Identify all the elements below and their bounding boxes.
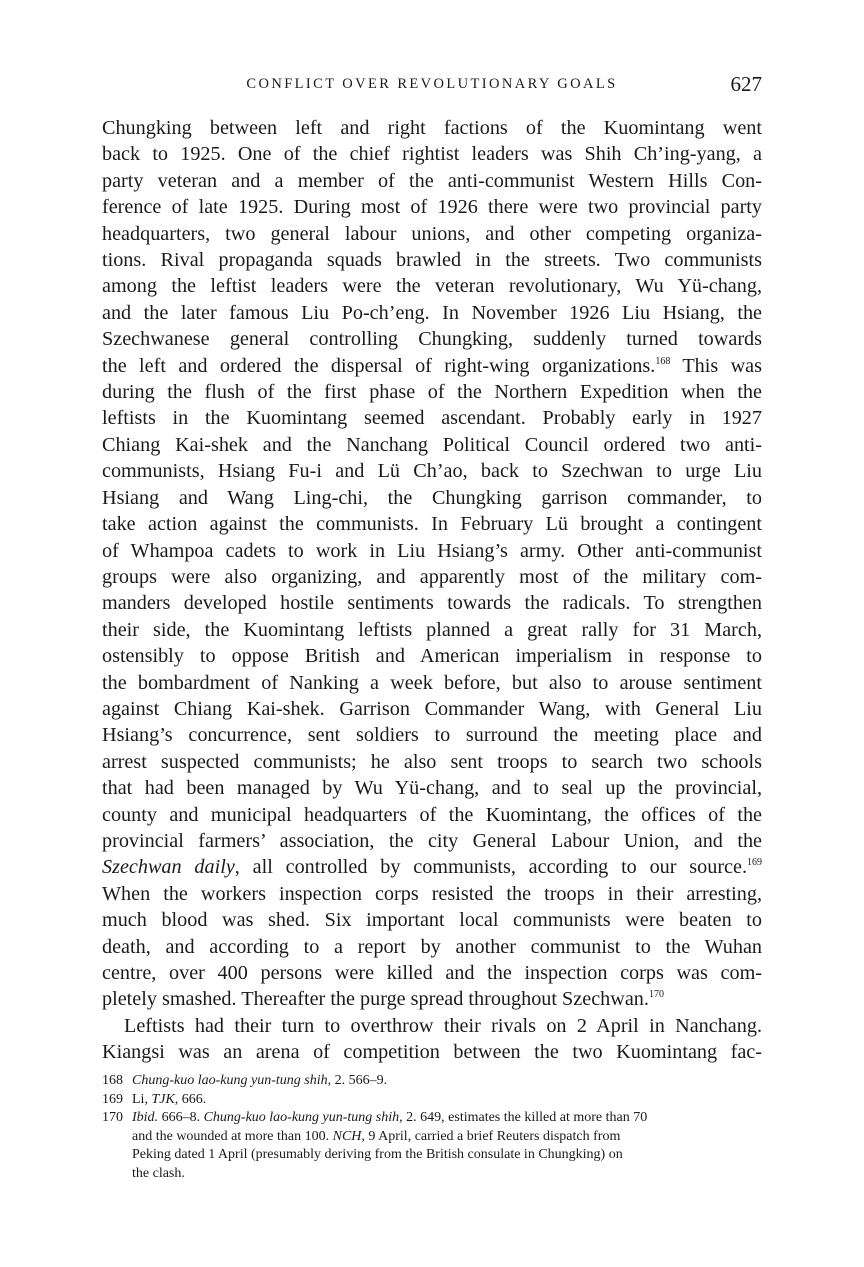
- footnote-text: , 2. 566–9.: [327, 1073, 388, 1088]
- footnote-source-title: TJK: [151, 1091, 175, 1107]
- text-line: centre, over 400 persons were killed and the inspection corps was com-: [102, 962, 762, 984]
- text-line: death, and according to a report by another communist to the Wuhan: [102, 935, 762, 958]
- text-line: Szechwanese general controlling Chungking, suddenly turned towards: [102, 328, 762, 351]
- text-line: [102, 353, 762, 379]
- text-line: When the workers inspection corps resisted the troops in their arresting,: [102, 882, 762, 905]
- text-line: Hsiang and Wang Ling-chi, the Chungking garrison commander, to: [102, 486, 762, 509]
- text-line: that had been managed by Wu Yü-chang, and to seal up the provincial,: [102, 777, 762, 800]
- footnote-text: Li,: [132, 1091, 152, 1107]
- paragraph: [102, 115, 762, 1013]
- running-head: [102, 72, 762, 100]
- footnote-number: 168: [102, 1073, 123, 1088]
- text-span: , all controlled by communists, according to our source.: [234, 856, 748, 879]
- text-line: Kiangsi was an arena of competition between the two Kuomintang fac-: [102, 1041, 762, 1064]
- text-line: the bombardment of Nanking a week before, but also to arouse sentiment: [102, 671, 762, 694]
- footnote-text: and the wounded at more than 100.: [132, 1128, 333, 1144]
- footnote-source-title: Chung-kuo lao-kung yun-tung shih: [203, 1110, 400, 1125]
- footnote-170: [102, 1109, 762, 1183]
- text-line: headquarters, two general labour unions, and other competing organiza-: [102, 222, 762, 245]
- newspaper-title: Szechwan daily: [102, 856, 235, 879]
- footnote-line: Peking dated 1 April (presumably deriving from the British consulate in Chungking) on: [132, 1147, 623, 1162]
- text-line: manders developed hostile sentiments towards the radicals. To strengthen: [102, 592, 762, 615]
- paragraph: [102, 1013, 762, 1066]
- text-line: Leftists had their turn to overthrow their rivals on 2 April in Nanchang.: [124, 1014, 762, 1037]
- footnote-ref-168[interactable]: 168: [655, 355, 671, 367]
- text-line: of Whampoa cadets to work in Liu Hsiang’s army. Other anti-communist: [102, 539, 762, 562]
- footnote-text: , 2. 649, estimates the killed at more than 70: [399, 1110, 648, 1125]
- text-line: among the leftist leaders were the veteran revolutionary, Wu Yü-chang,: [102, 275, 762, 298]
- text-line: during the flush of the first phase of the Northern Expedition when the: [102, 381, 762, 404]
- text-line: against Chiang Kai-shek. Garrison Commander Wang, with General Liu: [102, 697, 762, 720]
- page-number: 627: [730, 72, 762, 96]
- footnote-line: [132, 1128, 762, 1147]
- text-line: and the later famous Liu Po-ch’eng. In November 1926 Liu Hsiang, the: [102, 301, 762, 324]
- footnote-number: 169: [102, 1091, 123, 1107]
- footnote-ref-170[interactable]: 170: [648, 989, 664, 1001]
- footnote-line: [132, 1109, 762, 1128]
- text-line: take action against the communists. In February Lü brought a contingent: [102, 513, 762, 536]
- footnote-text: , 9 April, carried a brief Reuters dispatch from: [361, 1128, 621, 1144]
- text-line: tions. Rival propaganda squads brawled in the streets. Two communists: [102, 249, 762, 272]
- footnote-source-title: Chung-kuo lao-kung yun-tung shih: [132, 1073, 328, 1088]
- text-line: arrest suspected communists; he also sent troops to search two schools: [102, 750, 762, 773]
- text-line: ostensibly to oppose British and American imperialism in response to: [102, 645, 762, 668]
- text-span: This was: [670, 354, 762, 377]
- text-span: pletely smashed. Thereafter the purge spread throughout Szechwan.: [102, 988, 649, 1011]
- text-line: back to 1925. One of the chief rightist leaders was Shih Ch’ing-yang, a: [102, 143, 762, 166]
- text-line: their side, the Kuomintang leftists planned a great rally for 31 March,: [102, 618, 762, 641]
- running-title: CONFLICT OVER REVOLUTIONARY GOALS: [246, 76, 618, 92]
- text-line: [102, 986, 762, 1012]
- body-text: [102, 115, 762, 1066]
- footnote-169: [102, 1091, 762, 1110]
- footnote-168: [102, 1072, 762, 1091]
- text-line: ference of late 1925. During most of 1926 there were two provincial party: [102, 196, 762, 219]
- footnote-ref-169[interactable]: 169: [747, 857, 763, 869]
- footnote-text: 666–8.: [158, 1110, 204, 1125]
- text-line: leftists in the Kuomintang seemed ascendant. Probably early in 1927: [102, 407, 762, 430]
- footnote-number: 170: [102, 1110, 123, 1125]
- text-line: much blood was shed. Six important local communists were beaten to: [102, 909, 762, 932]
- text-line: county and municipal headquarters of the Kuomintang, the offices of the: [102, 803, 762, 826]
- text-line: [102, 854, 762, 880]
- text-span: the left and ordered the dispersal of right-wing organizations.: [102, 354, 656, 377]
- footnotes: [102, 1072, 762, 1183]
- text-line: Chiang Kai-shek and the Nanchang Political Council ordered two anti-: [102, 433, 762, 456]
- text-line: provincial farmers’ association, the city General Labour Union, and the: [102, 829, 762, 852]
- footnote-line: the clash.: [132, 1165, 185, 1181]
- text-line: Hsiang’s concurrence, sent soldiers to surround the meeting place and: [102, 724, 762, 747]
- footnote-ibid: Ibid.: [132, 1110, 159, 1125]
- text-line: party veteran and a member of the anti-communist Western Hills Con-: [102, 169, 762, 192]
- text-line: groups were also organizing, and apparently most of the military com-: [102, 565, 762, 588]
- footnote-text: , 666.: [174, 1091, 207, 1107]
- footnote-source-title: NCH: [332, 1128, 362, 1144]
- text-line: Chungking between left and right factions of the Kuomintang went: [102, 117, 762, 139]
- text-line: communists, Hsiang Fu-i and Lü Ch’ao, back to Szechwan to urge Liu: [102, 460, 762, 483]
